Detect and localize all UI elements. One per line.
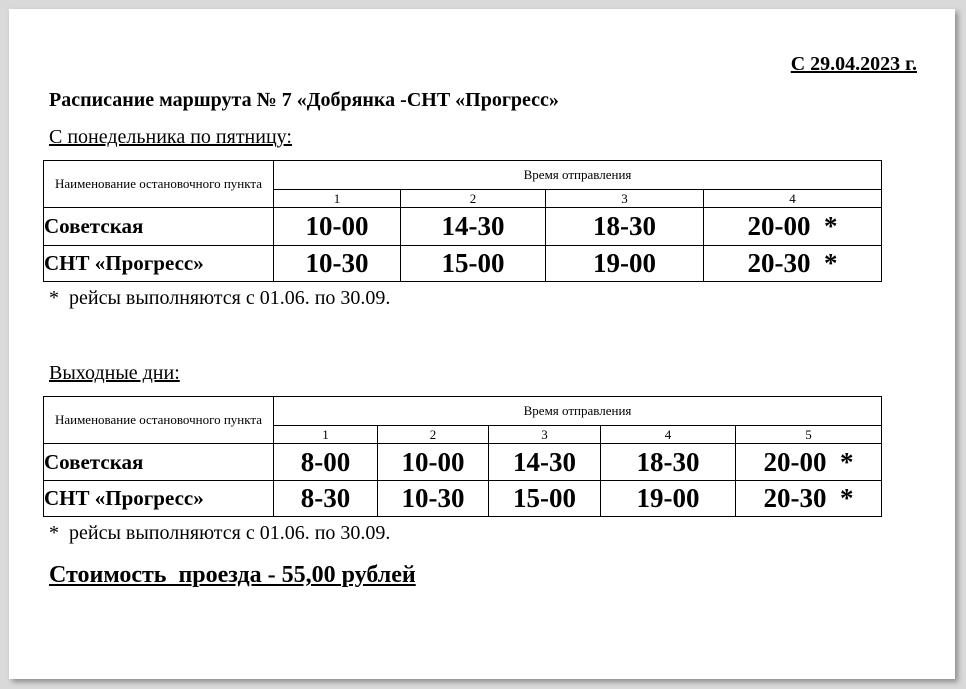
- departure-time: 19-00: [601, 481, 736, 517]
- departure-time: 18-30: [546, 208, 704, 246]
- departure-time: 20-00 *: [736, 444, 882, 481]
- departure-time: 15-00: [489, 481, 601, 517]
- stop-column-header: Наименование остановочного пункта: [44, 397, 274, 444]
- stop-column-header: Наименование остановочного пункта: [44, 161, 274, 208]
- trip-number: 4: [704, 190, 882, 208]
- departure-time: 19-00: [546, 246, 704, 282]
- table-row: [44, 208, 882, 246]
- departure-time: 10-00: [378, 444, 489, 481]
- departure-time: 10-00: [274, 208, 401, 246]
- departure-time: 20-30 *: [736, 481, 882, 517]
- stop-name: СНТ «Прогресс»: [44, 481, 274, 517]
- table-row: [44, 444, 882, 481]
- departure-time: 10-30: [274, 246, 401, 282]
- trip-number: 1: [274, 426, 378, 444]
- weekends-schedule-table: [43, 396, 882, 517]
- departure-time-header: Время отправления: [274, 397, 882, 426]
- weekdays-heading: С понедельника по пятницу:: [49, 126, 292, 148]
- trip-number: 3: [489, 426, 601, 444]
- trip-number: 2: [378, 426, 489, 444]
- table-row: [44, 246, 882, 282]
- departure-time: 18-30: [601, 444, 736, 481]
- departure-time: 20-30 *: [704, 246, 882, 282]
- fare-price: Стоимость проезда - 55,00 рублей: [49, 562, 416, 588]
- weekends-footnote: * рейсы выполняются с 01.06. по 30.09.: [49, 522, 391, 544]
- trip-number: 2: [401, 190, 546, 208]
- page-title: Расписание маршрута № 7 «Добрянка -СНТ «Прогресс»: [49, 89, 559, 111]
- weekdays-schedule-table: [43, 160, 882, 282]
- departure-time: 14-30: [489, 444, 601, 481]
- trip-number: 5: [736, 426, 882, 444]
- trip-number: 3: [546, 190, 704, 208]
- stop-name: СНТ «Прогресс»: [44, 246, 274, 282]
- trip-number: 4: [601, 426, 736, 444]
- departure-time: 20-00 *: [704, 208, 882, 246]
- departure-time: 15-00: [401, 246, 546, 282]
- document-page: [9, 9, 955, 679]
- departure-time: 8-00: [274, 444, 378, 481]
- departure-time: 14-30: [401, 208, 546, 246]
- effective-date: С 29.04.2023 г.: [790, 53, 917, 75]
- departure-time: 8-30: [274, 481, 378, 517]
- trip-number: 1: [274, 190, 401, 208]
- stop-name: Советская: [44, 444, 274, 481]
- departure-time: 10-30: [378, 481, 489, 517]
- weekends-heading: Выходные дни:: [49, 362, 180, 384]
- weekdays-footnote: * рейсы выполняются с 01.06. по 30.09.: [49, 287, 391, 309]
- table-row: [44, 481, 882, 517]
- stop-name: Советская: [44, 208, 274, 246]
- departure-time-header: Время отправления: [274, 161, 882, 190]
